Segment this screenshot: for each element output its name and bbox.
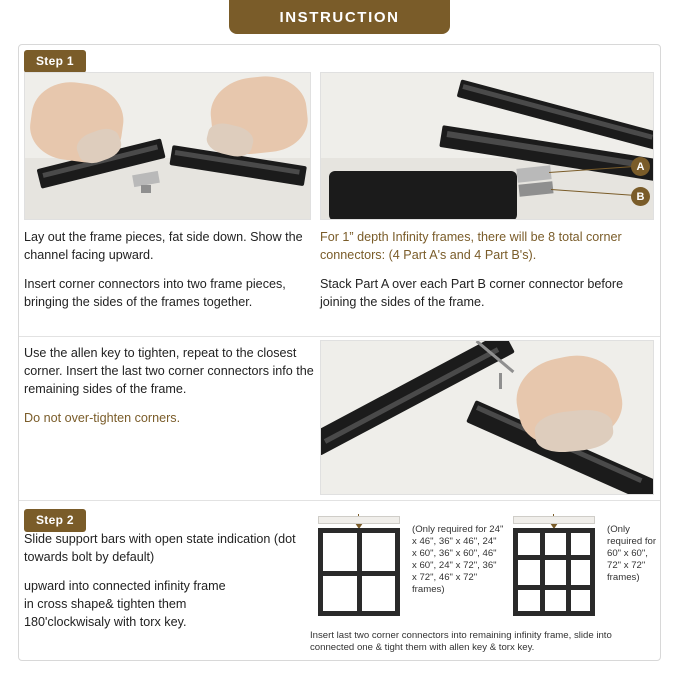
diagram-b-crossbar-vertical-1 (540, 533, 545, 611)
text2-para1: For 1” depth Infinity frames, there will be 8 total corner connectors: (4 Part A's and 4 Part B's). (320, 230, 622, 262)
diagram-b-top-cap (513, 516, 595, 524)
diagram-frame-double-crossbar (505, 514, 603, 619)
text4-para4: 180'clockwisaly with torx key. (24, 615, 187, 629)
step1-instruction-text-tighten (24, 344, 316, 427)
text4-para3: in cross shape& tighten them (24, 597, 187, 611)
instruction-banner (229, 0, 450, 34)
text1-para1: Lay out the frame pieces, fat side down. Show the channel facing upward. (24, 230, 303, 262)
diagram-b-crossbar-vertical-2 (566, 533, 571, 611)
step1-instruction-text-right (320, 228, 656, 311)
diagram-b-crossbar-horizontal-1 (518, 555, 590, 560)
diagram-b-crossbar-horizontal-2 (518, 585, 590, 590)
text4-para2: upward into connected infinity frame (24, 579, 226, 593)
callout-b: B (631, 187, 650, 206)
allen-key-short-arm (499, 373, 502, 389)
photo-step1-corner-connectors (320, 72, 654, 220)
text1-para2: Insert corner connectors into two frame pieces, bringing the sides of the frames together. (24, 277, 286, 309)
divider-1 (19, 336, 660, 337)
diagram-frame-single-crossbar (310, 514, 408, 619)
diagram-a-frame (318, 528, 400, 616)
step1-instruction-text-left (24, 228, 314, 311)
step2-bottom-note: Insert last two corner connectors into remaining infinity frame, slide into connected one & tight them with allen key & torx key. (310, 630, 612, 653)
text3-warning: Do not over-tighten corners. (24, 411, 181, 425)
divider-2 (19, 500, 660, 501)
step-2-label: Step 2 (24, 509, 86, 532)
diagram-a-note: (Only required for 24" x 46", 36" x 46", 24" x 60", 36" x 60", 46" x 60", 24" x 72", 36" x 72", 46" x 72" frames) (412, 524, 504, 595)
diagram-a-crossbar-vertical (357, 533, 362, 611)
photo-step1-allen-key-tighten (320, 340, 654, 495)
step2-instruction-text (24, 530, 314, 631)
step-1-label: Step 1 (24, 50, 86, 73)
frame-rail-foreground (329, 171, 517, 220)
diagram-b-note: (Only required for 60" x 60", 72" x 72" frames) (607, 524, 657, 583)
callout-a: A (631, 157, 650, 176)
diagram-a-top-cap (318, 516, 400, 524)
diagram-b-frame (513, 528, 595, 616)
text3-para1: Use the allen key to tighten, repeat to the closest corner. Insert the last two corner connectors info the remaining sides of the frame. (24, 346, 314, 396)
text2-para2: Stack Part A over each Part B corner connector before joining the sides of the frame. (320, 277, 624, 309)
banner-title: INSTRUCTION (279, 8, 400, 26)
corner-connector-bolt (141, 185, 151, 193)
photo-step1-layout-frames (24, 72, 311, 220)
text4-para1: Slide support bars with open state indication (dot towards bolt by default) (24, 532, 296, 564)
